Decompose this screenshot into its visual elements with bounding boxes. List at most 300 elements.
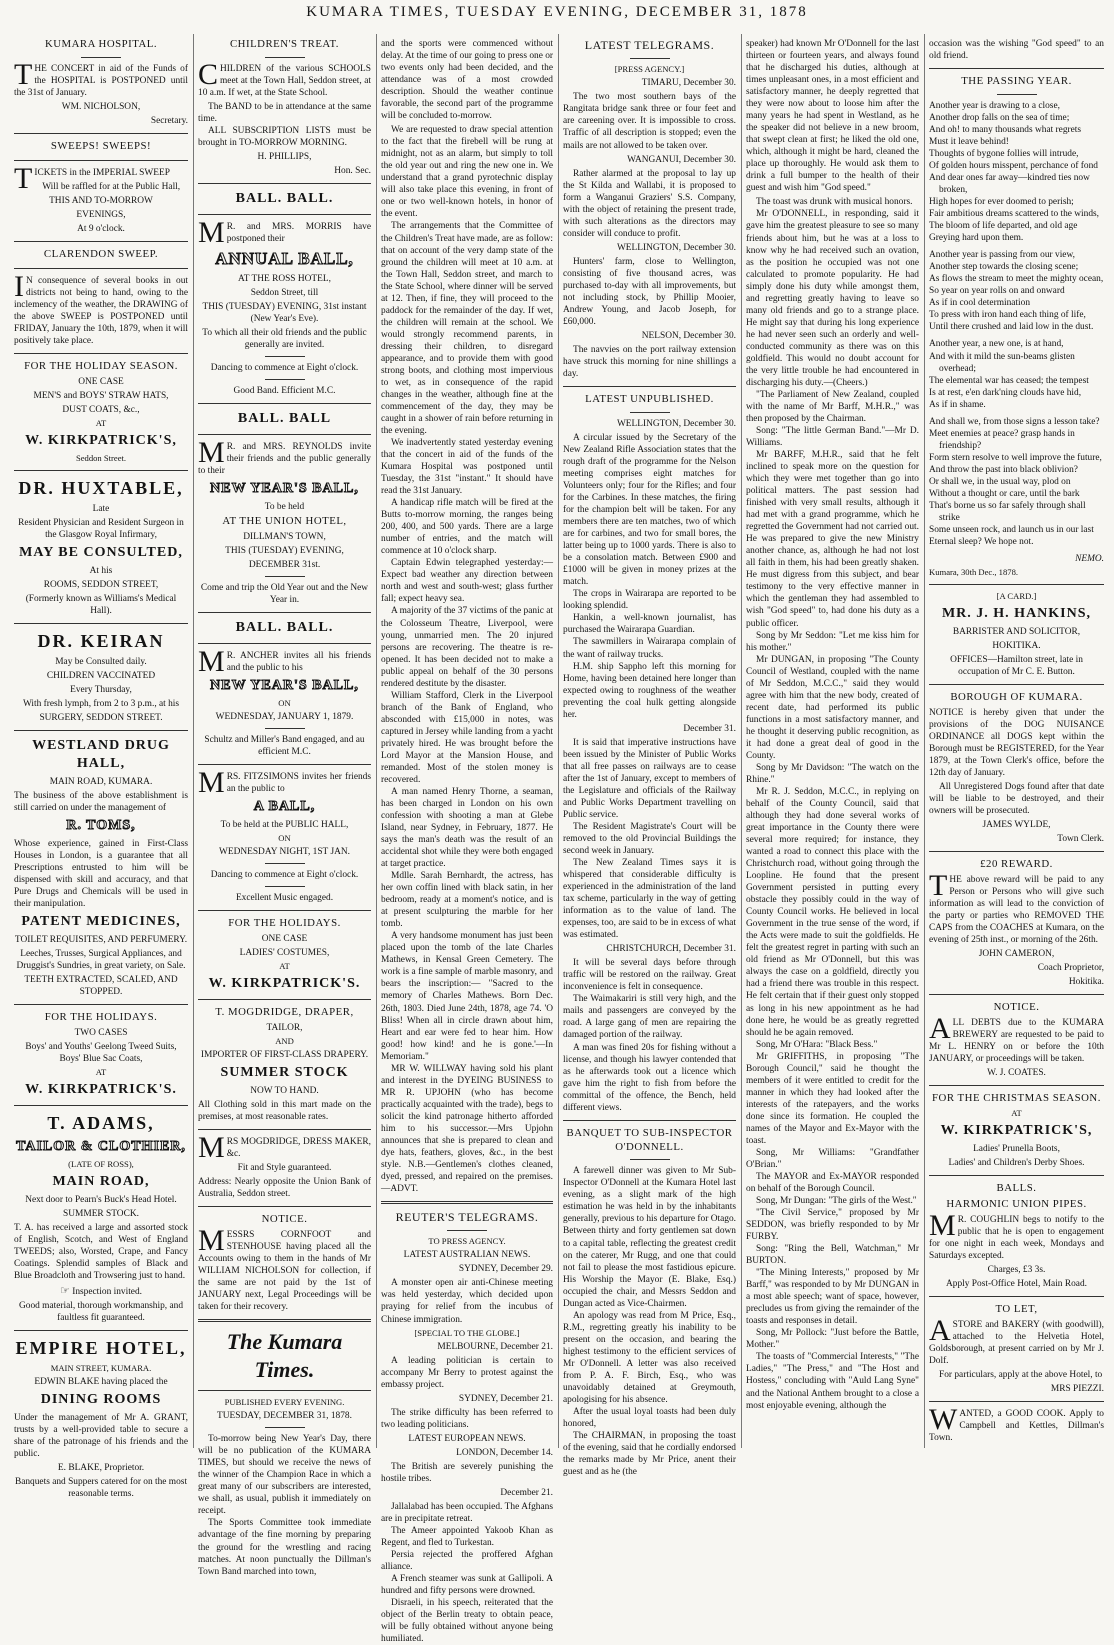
poem-line: The elemental war has ceased; the tempest [929, 375, 1089, 386]
dateline: TIMARU, December 30. [641, 78, 736, 89]
advert-line: DINING ROOMS [40, 1392, 162, 1408]
text-line: (Formerly known as Williams's Medical Hall). [25, 593, 177, 616]
advert-name: DR. KEIRAN [37, 630, 165, 651]
text-line: TO PRESS AGENCY. [428, 1236, 506, 1247]
divider [198, 1390, 371, 1391]
paragraph: Hunters' farm, close to Wellington, consisting of five thousand acres, was purchased to-day with all improvements, but not including stock, by Phillip Mooier, Andrew Young, and Jacob Joseph, for £60,000. [563, 256, 736, 327]
text-line: EDWIN BLAKE having placed the [34, 1377, 168, 1388]
poem-line: Meet enemies at peace? grasp hands in friendship? [929, 428, 1075, 451]
text-line: Fit and Style guaranteed. [237, 1162, 332, 1173]
paragraph: The MAYOR and Ex-MAYOR responded on behalf of the Borough Council. [746, 1171, 919, 1194]
paragraph: The toasts of "Commercial Interests," "The Ladies," "The Press," and "The Host and Hostess," concluding with "Auld Lang Syne" and the National Anthem brought to a close a most enjoyable evening, although the [746, 1352, 919, 1411]
text-line: [PRESS AGENCY.] [614, 64, 685, 75]
poem-line: High hopes for ever doomed to perish; [929, 197, 1074, 208]
text-line: Dancing to commence at Eight o'clock. [210, 869, 359, 880]
signature-role: Town Clerk. [1057, 834, 1104, 845]
paragraph: All Clothing sold in this mart made on the premises, at most reasonable rates. [198, 1099, 371, 1122]
poem-line: Form stern resolve to well improve the future, [929, 452, 1102, 463]
paragraph: For particulars, apply at the above Hotel, to [939, 1369, 1103, 1380]
divider [265, 728, 305, 729]
heading: SWEEPS! SWEEPS! [50, 139, 152, 152]
advert-name: NEW YEAR'S BALL, [210, 481, 359, 497]
paragraph: It is said that imperative instructions have been issued by the Minister of Public Works that all free passes on railways are to cease after the 1st of January, except to members of the Legislature and officials of the Railway and Public Works Department travelling on Public service. [563, 737, 736, 820]
paragraph: Jallalabad has been occupied. The Afghans are in precipitate retreat. [381, 1501, 553, 1524]
advert-name: EMPIRE HOTEL, [15, 1338, 187, 1359]
divider [929, 1085, 1104, 1086]
paragraph: Song: "The little German Band."—Mr D. Williams. [746, 426, 919, 449]
heading: BANQUET TO SUB-INSPECTOR O'DONNELL. [566, 1126, 733, 1153]
column-rule [376, 34, 377, 1448]
divider [198, 1206, 371, 1207]
paragraph: WANTED, a GOOD COOK. Apply to Campbell and Kettles, Dillman's Town. [929, 1402, 1104, 1443]
text-line: AND [275, 1035, 294, 1046]
signature-role: Secretary. [150, 115, 188, 126]
paragraph: A man named Henry Thorne, a seaman, has been charged in London on his own confession with shooting a man at Glebe Island, near Sydney, in February, 1877. He says the man's death was the result of an accidental shot while they were both engaged at target practice. [381, 786, 553, 870]
heading: BALLS. [996, 1182, 1037, 1195]
paragraph: Rather alarmed at the proposal to lay up the St Kilda and Wallabi, it is proposed to form a Wanganui Graziers' S.S. Company, with the object of retaining the present trade, with such alterations as the directors may consider will conduce to profit. [563, 168, 736, 239]
text-line: May be Consulted daily. [55, 656, 147, 667]
heading: NOTICE. [261, 1212, 308, 1225]
advert-name: T. MOGDRIDGE, DRAPER, [215, 1005, 354, 1018]
text-line: TOILET REQUISITES, AND PERFUMERY. [14, 935, 188, 945]
text-line: Seddon Street, till [250, 287, 319, 298]
text-line: Late [92, 503, 110, 514]
paragraph: TICKETS in the IMPERIAL SWEEP [14, 161, 170, 195]
paragraph: The arrangements that the Committee of the Children's Treat have made, are as follow: that on account of the very damp state of the ground the children will meet at 10 a.m. at the Town Hall, Seddon street, and march to the State School, where dinner will be served at 12. Then, if fine, they will proceed to the paddock for the remainder of the day. If wet, the children will remain at the school. We would strongly recommend parents, in dressing their children, to disregard appearance, and to provide them with good strong boots, and clothing most impervious to wet, as in consequence of the rapid changes in the weather, although fine at the commencement of the day, they may be caught in a shower of rain before returning in the evening. [381, 221, 553, 436]
paragraph: A circular issued by the Secretary of the New Zealand Rifle Association states that the rough draft of the programme for the Nelson meeting comprises eight matches for Volunteers only; four for the Rifles; and four for the Carbines. In these matches, the firing for the champion belt will be taken. For any members there are ten matches, two of which are for carbines, and two for small bores, the latter being up to 1000 yards. There is also to be a consolation match. Between £900 and £1000 will be given in money prizes at the match. [563, 432, 736, 588]
paragraph: NOTICE is hereby given that under the provisions of the DOG NUISANCE ORDINANCE all DOGS kept within the Borough must be REGISTERED, for the Year 1879, at the Town Clerk's office, before the 12th day of January. [929, 707, 1104, 779]
text-line: IMPORTER OF FIRST-CLASS DRAPERY. [200, 1049, 369, 1060]
advert-name: WESTLAND DRUG HALL, [32, 738, 170, 771]
issue-date: TUESDAY, DECEMBER 31, 1878. [217, 1411, 352, 1422]
paragraph: THE CONCERT in aid of the Funds of the HOSPITAL is POSTPONED until the 31st of January. [14, 57, 188, 98]
text-line: ON [278, 832, 291, 843]
text-line: Boys' and Youths' Geelong Tweed Suits, Boys' Blue Sac Coats, [25, 1042, 177, 1065]
dateline: CHRISTCHURCH, December 31. [606, 944, 736, 955]
signature: MRS PIEZZI. [1050, 1383, 1104, 1394]
divider [14, 133, 188, 134]
paragraph: MR W. WILLWAY having sold his plant and interest in the DYEING BUSINESS to MR R. UPJOHN (who has become practically acquainted with the trade), begs to solicit the kind patronage hitherto afforded him to his successor.—Mrs Upjohn announces that she is prepared to clean and dye hats, feathers, gloves, &c., in the best style. N.B.—Gentlemen's clothes cleaned, dyed, pressed, and repaired on the premises.—ADVT. [381, 1063, 553, 1194]
dateline: December 21. [500, 1487, 553, 1498]
text-line: [A CARD.] [996, 591, 1037, 602]
poem-line: Another drop falls on the sea of time; [929, 112, 1070, 123]
paragraph: The navvies on the port railway extension have struck this morning for nine shillings a day. [563, 345, 736, 380]
paragraph: occasion was the wishing "God speed" to an old friend. [929, 39, 1104, 62]
heading: REUTER'S TELEGRAMS. [395, 1210, 539, 1224]
text-line: AT [95, 1067, 107, 1078]
dateline: MELBOURNE, December 21. [437, 1341, 553, 1352]
advert-line: TAILOR & CLOTHIER, [16, 1139, 186, 1154]
heading: BALL. BALL. [235, 619, 334, 635]
poem-line: Until there crushed and laid low in the dust. [929, 322, 1094, 333]
divider [265, 576, 305, 577]
paragraph: Under the management of Mr A. GRANT, trusts by a well-provided table to secure a share of the patronage of his friends and the public. [14, 1413, 188, 1460]
text-line: PUBLISHED EVERY EVENING. [224, 1397, 345, 1408]
paragraph: We inadvertently stated yesterday evening that the concert in aid of the funds of the Kumara Hospital was postponed until Tuesday, the 31st "instant." It should have read the 31st January. [381, 438, 553, 497]
subheading: HARMONIC UNION PIPES. [946, 1197, 1087, 1210]
divider [14, 470, 188, 471]
dateline: WELLINGTON, December 30. [616, 242, 736, 253]
text-line: At 9 o'clock. [77, 223, 125, 234]
divider [929, 994, 1104, 995]
divider [929, 851, 1104, 852]
poem-line: As flows the stream to meet the mighty ocean, [929, 274, 1104, 285]
paragraph: We are requested to draw special attention to the fact that the firebell will be rung at midnight, not as an alarm, but simply to toll the old year out and ring the new one in. We understand that a grand pyrotechnic display will also take place this evening, in front of one or two well-known hotels, in honor of the event. [381, 125, 553, 220]
paragraph: The Sports Committee took immediate advantage of the fine morning by preparing the ground for the wrestling and racing matches. At noon punctually the Dillman's Town Band marched into town, [198, 1518, 371, 1577]
paragraph: The two most southern bays of the Rangitata bridge sank three or four feet and are careening over. It is impossible to cross. Traffic of all description is stopped; even the mails are not allowed to be taken over. [563, 92, 736, 151]
advert-name: T. ADAMS, [47, 1112, 155, 1133]
text-line: MAIN STREET, KUMARA. [50, 1363, 152, 1374]
divider [563, 386, 736, 387]
heading: KUMARA HOSPITAL. [44, 38, 158, 50]
text-line: Schultz and Miller's Band engaged, and au efficient M.C. [204, 734, 365, 757]
divider [14, 1105, 188, 1106]
advert-name: W. KIRKPATRICK'S. [25, 1082, 177, 1098]
divider [265, 379, 305, 380]
signature-role: Hokitika. [1068, 977, 1104, 988]
divider [14, 353, 188, 354]
signature: JAMES WYLDE, [982, 820, 1051, 831]
paragraph: The business of the above establishment is still carried on under the management of [14, 790, 188, 813]
pointing-hand-icon: ☞ [60, 1285, 70, 1298]
paragraph: Song, Mr Williams: "Grandfather O'Brian." [746, 1147, 919, 1170]
divider [563, 1120, 736, 1121]
divider [198, 1129, 371, 1130]
text-line: WEDNESDAY, JANUARY 1, 1879. [215, 711, 354, 722]
poem-line: Without a thought or care, until the bark [929, 488, 1080, 499]
text-line: DILLMAN'S TOWN, [243, 531, 326, 542]
text-line: Leeches, Trusses, Surgical Appliances, and Druggist's Sundries, in great variety, on Sale. [16, 949, 186, 972]
poem-line: And throw the past into black oblivion? [929, 464, 1078, 475]
poem-line: The bloom of life departed, and old age [929, 221, 1078, 232]
heading: BALL. BALL. [235, 191, 334, 207]
poem-date: Kumara, 30th Dec., 1878. [929, 567, 1019, 578]
divider [630, 58, 670, 59]
paragraph: Persia rejected the proffered Afghan alliance. [381, 1550, 553, 1573]
column-rule [741, 34, 742, 1448]
text-line: Resident Physician and Resident Surgeon in the Glasgow Royal Infirmary, [18, 517, 184, 540]
text-line: EVENINGS, [76, 209, 126, 220]
paragraph: ALL DEBTS due to the KUMARA BREWERY are requested to be paid to Mr L. HENRY on or before the 10th JANUARY, or proceedings will be taken. [929, 1012, 1104, 1065]
divider [198, 910, 371, 911]
divider [14, 730, 188, 731]
text-line: THIS AND TO-MORROW [49, 195, 153, 206]
heading: FOR THE HOLIDAYS. [44, 1011, 158, 1024]
poem-stanza [929, 100, 1104, 244]
divider [929, 1296, 1104, 1297]
paragraph: Captain Edwin telegraphed yesterday:— Expect bad weather any direction between north and west and south-west; glass further fall; expect heavy sea. [381, 558, 553, 605]
poem-line: And shall we, from those signs a lesson take? [929, 416, 1100, 427]
paragraph: Song by Mr Seddon: "Let me kiss him for his mother." [746, 630, 919, 653]
text-line: Apply Post-Office Hotel, Main Road. [946, 1278, 1087, 1289]
paragraph: speaker) had known Mr O'Donnell for the last thirteen or fourteen years, and always found that he discharged his duties, although at times unpleasant ones, in a most efficient and satisfactory manner, he deeply regretted that they were now about to loose him after the many years he had spent in Westland, as he the speaker did not believe in a new broom, that swept clean at first; he liked the old one, which, although it might be hard, cleaned the place up thoroughly. He would ask them to drink a full bumper to the health of their guest and wish him "God speed." [746, 39, 919, 194]
paragraph: IN consequence of several books in out districts not being to hand, owing to the inclemency of the weather, the DRAWING of the above SWEEP is POSTPONED until FRIDAY, January the 10th, 1879, when it will positively take place. [14, 269, 188, 346]
text-line: ONE CASE [78, 376, 124, 387]
paragraph: Mdlle. Sarah Bernhardt, the actress, has her own coffin lined with black satin, in her bedroom, ready at a moment's notice, and is at present sculpturing the marble for her tomb. [381, 871, 553, 930]
text-line: ROOMS, SEDDON STREET, [43, 579, 159, 590]
poem-line: So year on year rolls on and onward [929, 286, 1065, 297]
paragraph: MR. and MRS. MORRIS have postponed their [198, 216, 371, 249]
column-rule [193, 34, 194, 1448]
paragraph: "The Civil Service," proposed by Mr SEDDON, was briefly responded to by Mr FURBY. [746, 1208, 919, 1243]
paragraph: Mr O'DONNELL, in responding, said it gave him the greatest pleasure to see so many friends about him, but he was at a loss to know why he had received such an ovation, as the position he occupied was not one calculated to promote popularity. He had simply done his duty while amongst them, and regretting greatly having to leave so many old friends and go to a strange place. He might say that during his long experience he had never seen such an orderly and well-conducted community as there was on this goldfield. This would no doubt account for the very little trouble he had encountered in discharging his duty.—(Cheers.) [746, 209, 919, 388]
paragraph: A handicap rifle match will be fired at the Butts to-morrow morning, the ranges being 200, 400, and 500 yards. There are a large number of entries, and the match will commence at 10 o'clock sharp. [381, 498, 553, 557]
paragraph: The Resident Magistrate's Court will be removed to the old Provincial Buildings the second week in January. [563, 821, 736, 857]
paragraph: A farewell dinner was given to Mr Sub-Inspector O'Donnell at the Kumara Hotel last evening, as a slight mark of the high estimation he was held in by the inhabitants generally, previous to his departure for Otago. Between thirty and forty gentlemen sat down to a capital table, reflecting the greatest credit on the caterer, Mr Rugg, and one that could not fail to please the most fastidious epicure. His Worship the Mayor (E. Blake, Esq.) occupied the chair, and Messrs Seddon and Dungan acted as Vice-Chairmen. [563, 1166, 736, 1309]
paragraph: A man was fined 20s for fishing without a license, and though his lawyer contended that as he afterwards took out a licence which gave him the right to fish from before the committal of the offence, the Bench, held different views. [563, 1042, 736, 1113]
poem-stanza [929, 416, 1104, 548]
divider [198, 1319, 371, 1322]
poem-line: Eternal sleep? We hope not. [929, 536, 1034, 547]
paragraph: The crops in Wairarapa are reported to be looking splendid. [563, 589, 736, 612]
column-4 [563, 36, 736, 1478]
text-line: DUST COATS, &c., [62, 404, 140, 415]
paragraph: A monster open air anti-Chinese meeting was held yesterday, which decided upon praying for relief from the incubus of Chinese immigration. [381, 1278, 553, 1325]
divider [81, 57, 121, 58]
heading: £20 REWARD. [980, 858, 1053, 871]
divider [14, 241, 188, 242]
masthead: KUMARA TIMES, TUESDAY EVENING, DECEMBER 31, 1878 [306, 4, 808, 20]
text-line: Seddon Street. [75, 452, 127, 463]
text-line: AT THE ROSS HOTEL, [238, 273, 331, 284]
paragraph: The CHAIRMAN, in proposing the toast of the evening, said that he cordially endorsed the remarks made by Mr Price, anent their guest and as he (the [563, 1431, 736, 1478]
divider [198, 999, 371, 1000]
poem-line: Another year is drawing to a close, [929, 100, 1060, 111]
paragraph: William Stafford, Clerk in the Liverpool branch of the Bank of England, who absconded with £15,000 in notes, was captured in Jersey while landing from a yacht privately hired. He was brought before the Lord Mayor at the Mansion House, and remanded. Most of the stolen money is recovered. [381, 690, 553, 785]
text-line: NOW TO HAND. [250, 1085, 319, 1096]
paragraph: "The Mining Interests," proposed by Mr Barff," was responded to by Mr DUNGAN in a most able speech; want of space, however, precludes us from giving the remainder of the toasts and responses in detail. [746, 1268, 919, 1327]
poem-stanza [929, 338, 1104, 410]
poem-line: Of golden hours misspent, perchance of fond [929, 161, 1098, 172]
divider [265, 863, 305, 864]
poem-line: That's borne us so far safely through shall strike [929, 500, 1086, 523]
poem-line: Must it leave behind! [929, 136, 1009, 147]
heading: NOTICE. [993, 1001, 1040, 1014]
dateline: NELSON, December 30. [641, 330, 736, 341]
divider [630, 1159, 670, 1160]
signature: W. J. COATES. [987, 1068, 1046, 1079]
poem-line: Fair ambitious dreams scattered to the winds, [929, 209, 1100, 220]
heading: FOR THE CHRISTMAS SEASON. [932, 1092, 1101, 1105]
dateline: LONDON, December 14. [456, 1447, 553, 1458]
paragraph: MESSRS CORNFOOT and STENHOUSE having placed all the Accounts owing to them in the hands of Mr WILLIAM NICHOLSON for collection, if the same are not paid by the 1st of JANUARY next, Legal Proceedings will be taken for their recovery. [198, 1223, 371, 1312]
text-line: ON [278, 697, 291, 708]
advert-line: MAIN ROAD, [52, 1173, 150, 1189]
paragraph: All Unregistered Dogs found after that date will be liable to be destroyed, and their owners will be prosecuted. [929, 782, 1104, 817]
text-line: MAIN ROAD, KUMARA. [49, 776, 153, 787]
dateline: December 31. [683, 723, 736, 734]
paragraph: ASTORE and BAKERY (with goodwill), attached to the Helvetia Hotel, Goldsborough, at present carried on by Mr J. Dolf. [929, 1313, 1104, 1366]
column-5 [746, 36, 919, 1448]
paragraph: Mr R. J. Seddon, M.C.C., in replying on behalf of the County Council, said that although they had done several works of great importance in the County there were several more required; for instance, they wanted a road to connect this place with the Christchurch road, without going through the Loopline. He found that the present Government persisted in putting every obstacle they possibly could in the way of County Council works. He believed in local Government in the true sense of the word, if the Acts were made to suit the goldfields. He felt the greatest regret in parting with such an old friend as Mr O'Donnell, but this was always the case on a goldfield, directly you had a friend there was trouble in this respect. He felt certain that if their guest only stopped as long in his new appointment as he had done here, he would be as greatly regretted should he be again removed. [746, 786, 919, 1038]
divider [14, 1004, 188, 1005]
paragraph: CHILDREN of the various SCHOOLS meet at the Town Hall, Seddon street, at 10 a.m. If wet, at the State School. [198, 57, 371, 98]
dateline: SYDNEY, December 21. [458, 1393, 553, 1404]
text-line: Banquets and Suppers catered for on the most reasonable terms. [14, 1477, 188, 1500]
subheading: LATEST AUSTRALIAN NEWS. [403, 1250, 531, 1261]
heading: THE PASSING YEAR. [961, 75, 1072, 88]
paragraph: A very handsome monument has just been placed upon the tomb of the late Charles Mathews, in Kensal Green Cemetery. The work is a fine sample of marble masonry, and bears the inscription:— "Sacred to the memory of Charles Mathews. Born Dec. 26th, 1803. Died June 24th, 1878, age 74. 'O Bliss! When all in circle drawn about him, Heart and ear were fed to hear him. How good! how kind! and he is gone.'—In Memoriam." [381, 931, 553, 1062]
paragraph: A majority of the 37 victims of the panic at the Colosseum Theatre, Liverpool, were young, unmarried men. The 20 injured persons are recovering. The theatre is re-opened. It has been decided not to make a public appeal on behalf of the 30 persons rendered destitute by the disaster. [381, 606, 553, 689]
advert-line: AT THE UNION HOTEL, [222, 515, 347, 527]
paragraph: Song by Mr Davidson: "The watch on the Rhine." [746, 762, 919, 785]
column-2 [198, 36, 371, 1577]
heading: LATEST TELEGRAMS. [584, 38, 715, 52]
heading: TO LET, [995, 1302, 1038, 1315]
heading: CLARENDON SWEEP. [43, 247, 159, 260]
poem-stanza [929, 249, 1104, 333]
heading: LATEST UNPUBLISHED. [585, 393, 714, 406]
divider [198, 434, 371, 435]
paragraph: The Ameer appointed Yakoob Khan as Regent, and fled to Turkestan. [381, 1525, 553, 1549]
subheading: LATEST EUROPEAN NEWS. [408, 1433, 526, 1444]
divider [447, 1230, 487, 1231]
heading: CHILDREN'S TREAT. [229, 38, 340, 50]
advert-name: DR. HUXTABLE, [18, 477, 184, 498]
text-line: With fresh lymph, from 2 to 3 p.m., at his [22, 699, 180, 710]
text-line: Every Thursday, [70, 685, 132, 695]
signature: WM. NICHOLSON, [61, 101, 141, 112]
paragraph: After the usual loyal toasts had been duly honored, [563, 1406, 736, 1429]
text-line: Excellent Music engaged. [235, 893, 334, 903]
paragraph: MRS. FITZSIMONS invites her friends an the public to [198, 765, 371, 799]
advert-name: W. KIRKPATRICK'S, [25, 432, 177, 448]
text-line: At his [89, 565, 113, 576]
text-line: Ladies' and Children's Derby Shoes. [948, 1158, 1085, 1169]
text-line: SUMMER STOCK. [63, 1208, 139, 1219]
advert-name: A BALL, [253, 799, 316, 814]
paragraph: It will be several days before through traffic will be restored on the railway. Great inconvenience is felt in consequence. [563, 958, 736, 993]
text-line: CHILDREN VACCINATED [46, 670, 156, 681]
poem-line: Some unseen rock, and launch us in our last [929, 524, 1094, 535]
poem-line: And oh! to many thousands what regrets [929, 124, 1082, 135]
text-line: TWO CASES [74, 1027, 128, 1038]
advert-name: MR. J. H. HANKINS, [941, 606, 1092, 622]
divider [198, 612, 371, 613]
divider [198, 643, 371, 644]
paragraph: Mr BARFF, M.H.R., said that he felt inclined to speak more on the question for which they were met together than go into political matters. The past session had finished with very small results, although it had met with a grand programme, which he regretted the Government had not carried out. He was prepared to give the new Ministry another chance, as, although he had not lost all faith in them, his had been greatly shaken. He must digress from this subject, and bear testimony to the very effective manner in which the gentleman they had assembled to wish "God speed" to, had done his duty as a public officer. [746, 450, 919, 629]
paragraph: The sawmillers in Wairarapa complain of the want of railway trucks. [563, 637, 736, 660]
paragraph: "The Parliament of New Zealand, coupled with the name of Mr Barff, M.H.R.," was then proposed by the Chairman. [746, 389, 919, 424]
text-line: BARRISTER AND SOLICITOR, [952, 626, 1081, 637]
divider [265, 1427, 305, 1428]
poem-line: Is at rest, e'en dark'ning clouds have hid, [929, 387, 1082, 398]
divider [14, 268, 188, 269]
text-line: Good material, thorough workmanship, and faultless fit guaranteed. [18, 1301, 184, 1324]
text-line: To be held [264, 501, 305, 512]
text-line: Will be raffled for at the Public Hall, [42, 181, 181, 192]
dateline: SYDNEY, December 29. [458, 1264, 553, 1275]
divider [198, 403, 371, 404]
poem-line: To press with iron hand each thing of life, [929, 310, 1086, 321]
divider [14, 623, 188, 624]
text-line: THIS (TUESDAY) EVENING, [225, 545, 344, 556]
paragraph: A French steamer was sunk at Gallipoli. A hundred and fifty persons were drowned. [381, 1574, 553, 1597]
paragraph: The strike difficulty has been referred to two leading politicians. [381, 1407, 553, 1430]
text-line: THIS (TUESDAY) EVENING, 31st instant (New Year's Eve). [202, 301, 367, 324]
poem-line: And dear ones far away—kindred ties now broken, [929, 173, 1090, 196]
heading: BOROUGH OF KUMARA. [950, 691, 1083, 704]
paragraph: Address: Nearly opposite the Union Bank of Australia, Seddon street. [198, 1176, 371, 1199]
poem-line: As if in shame. [929, 399, 986, 410]
dateline: WELLINGTON, December 30. [616, 418, 736, 429]
text-line: To be held at the PUBLIC HALL, [220, 819, 349, 830]
text-line: To which all their old friends and the public generally are invited. [202, 327, 367, 350]
paragraph: An apology was read from M Price, Esq., R.M., regretting greatly his inability to be present on the occasion, and bearing the highest testimony to the efficient services of Mr O'Donnell. A letter was also received from P. A. F. Birch, Esq., who was unavoidably detained at Greymouth, apologising for his absence. [563, 1310, 736, 1405]
paragraph: MRS MOGDRIDGE, DRESS MAKER, &c. [198, 1130, 371, 1164]
text-line: OFFICES—Hamilton street, late in occupation of Mr C. E. Button. [950, 655, 1083, 678]
poem-line: Another year, a new one, is at hand, [929, 339, 1064, 350]
paragraph: The Waimakariri is still very high, and the mails and passengers are conveyed by the road. A large gang of men are repairing the damaged portion of the railway. [563, 994, 736, 1041]
text-line: Dancing to commence at Eight o'clock. [210, 363, 359, 373]
column-rule [924, 34, 925, 1448]
divider [630, 412, 670, 413]
paragraph: MR. COUGHLIN begs to notify to the public that he is open to engagement for one night in each week, Mondays and Saturdays excepted. [929, 1208, 1104, 1261]
divider [929, 1175, 1104, 1176]
advert-name: W. KIRKPATRICK'S. [208, 975, 361, 991]
text-line: TAILOR, [266, 1022, 303, 1033]
divider [265, 57, 305, 58]
divider [198, 183, 371, 184]
text-line: AT [95, 417, 107, 428]
heading: BALL. BALL [237, 411, 332, 427]
paragraph: H.M. ship Sappho left this morning for Home, having been detained here longer than expected owing to roughness of the weather preventing the coal hulk getting alongside her. [563, 661, 736, 720]
paragraph: MR. ANCHER invites all his friends and the public to his [198, 644, 371, 678]
advert-name: W. KIRKPATRICK'S, [940, 1123, 1093, 1139]
advert-name: ANNUAL BALL, [215, 249, 354, 269]
signature-role: Hon. Sec. [334, 166, 371, 177]
paragraph: Song: "Ring the Bell, Watchman," Mr BURTON. [746, 1244, 919, 1267]
advert-line: PATENT MEDICINES, [21, 914, 181, 930]
text-line: WEDNESDAY NIGHT, 1ST JAN. [219, 846, 350, 857]
text-line: Ladies' Prunella Boots, [973, 1144, 1060, 1154]
advert-name: NEW YEAR'S BALL, [210, 677, 359, 693]
column-1 [14, 36, 188, 1500]
advert-line: MAY BE CONSULTED, [19, 544, 183, 560]
text-line: AT [279, 960, 290, 971]
divider [14, 160, 188, 161]
heading: FOR THE HOLIDAYS. [228, 917, 341, 930]
divider [381, 1201, 553, 1204]
paragraph: THE above reward will be paid to any Person or Persons who will give such information as will lead to the conviction of the party or parties who REMOVED THE CAPS from the COACHES at Kumara, on the evening of 25th inst., or morning of the 26th. [929, 869, 1104, 946]
divider [14, 1330, 188, 1331]
paragraph: MR. and MRS. REYNOLDS invite their friends and the public generally to their [198, 435, 371, 477]
poem-line: Thoughts of bygone follies will intrude, [929, 149, 1079, 159]
paragraph: A leading politician is certain to accompany Mr Berry to protest against the embassy project. [381, 1355, 553, 1390]
paragraph: T. A. has received a large and assorted stock of English, Scotch, and West of England TWEEDS; also, Worsted, Crape, and Fancy Coatings. Splendid samples of Black and Blue Broadcloth and Trowsering just to hand. [14, 1222, 188, 1281]
column-3 [381, 36, 554, 1645]
paragraph: To-morrow being New Year's Day, there will be no publication of the KUMARA TIMES, but should we receive the news of the winner of the Champion Race in which a great many of our subscribers are interested, we shall, as usual, publish it immediately on receipt. [198, 1434, 371, 1517]
dateline: WANGANUI, December 30. [627, 154, 736, 165]
poem-line: And with it mild the sun-beams glisten overhead; [929, 351, 1075, 374]
text-line: TEETH EXTRACTED, SCALED, AND STOPPED. [24, 975, 178, 998]
paragraph: The BAND to be in attendance at the same time. [198, 101, 371, 124]
paragraph: The British are severely punishing the hostile tribes. [381, 1461, 553, 1484]
paragraph: and the sports were commenced without delay. At the time of our going to press one or two events only had been decided, and the attendance was of a most crowded description. Should the weather continue favorable, the second part of the programme will be concluded to-morrow. [381, 39, 554, 122]
divider [198, 214, 371, 215]
poem-line: Or shall we, in the usual way, plod on [929, 476, 1071, 487]
text-line: Next door to Pearn's Buck's Head Hotel. [25, 1194, 177, 1205]
paragraph: Song, Mr Dungan: "The girls of the West." [756, 1196, 917, 1206]
column-6 [929, 36, 1104, 1448]
signature: E. BLAKE, Proprietor. [57, 1463, 145, 1474]
text-line: Inspection invited. [72, 1287, 142, 1298]
signature: JOHN CAMERON, [978, 949, 1055, 960]
paragraph: Mr GRIFFITHS, in proposing "The Borough Council," said he thought the members of it were entitled to credit for the manner in which they had looked after the interests of the ratepayers, and the works done since its formation. He coupled the names of the Mayor and Ex-Mayor with the toast. [746, 1051, 919, 1146]
text-line: Charges, £3 3s. [987, 1264, 1046, 1275]
signature: H. PHILLIPS, [257, 152, 312, 163]
divider [929, 1401, 1104, 1402]
